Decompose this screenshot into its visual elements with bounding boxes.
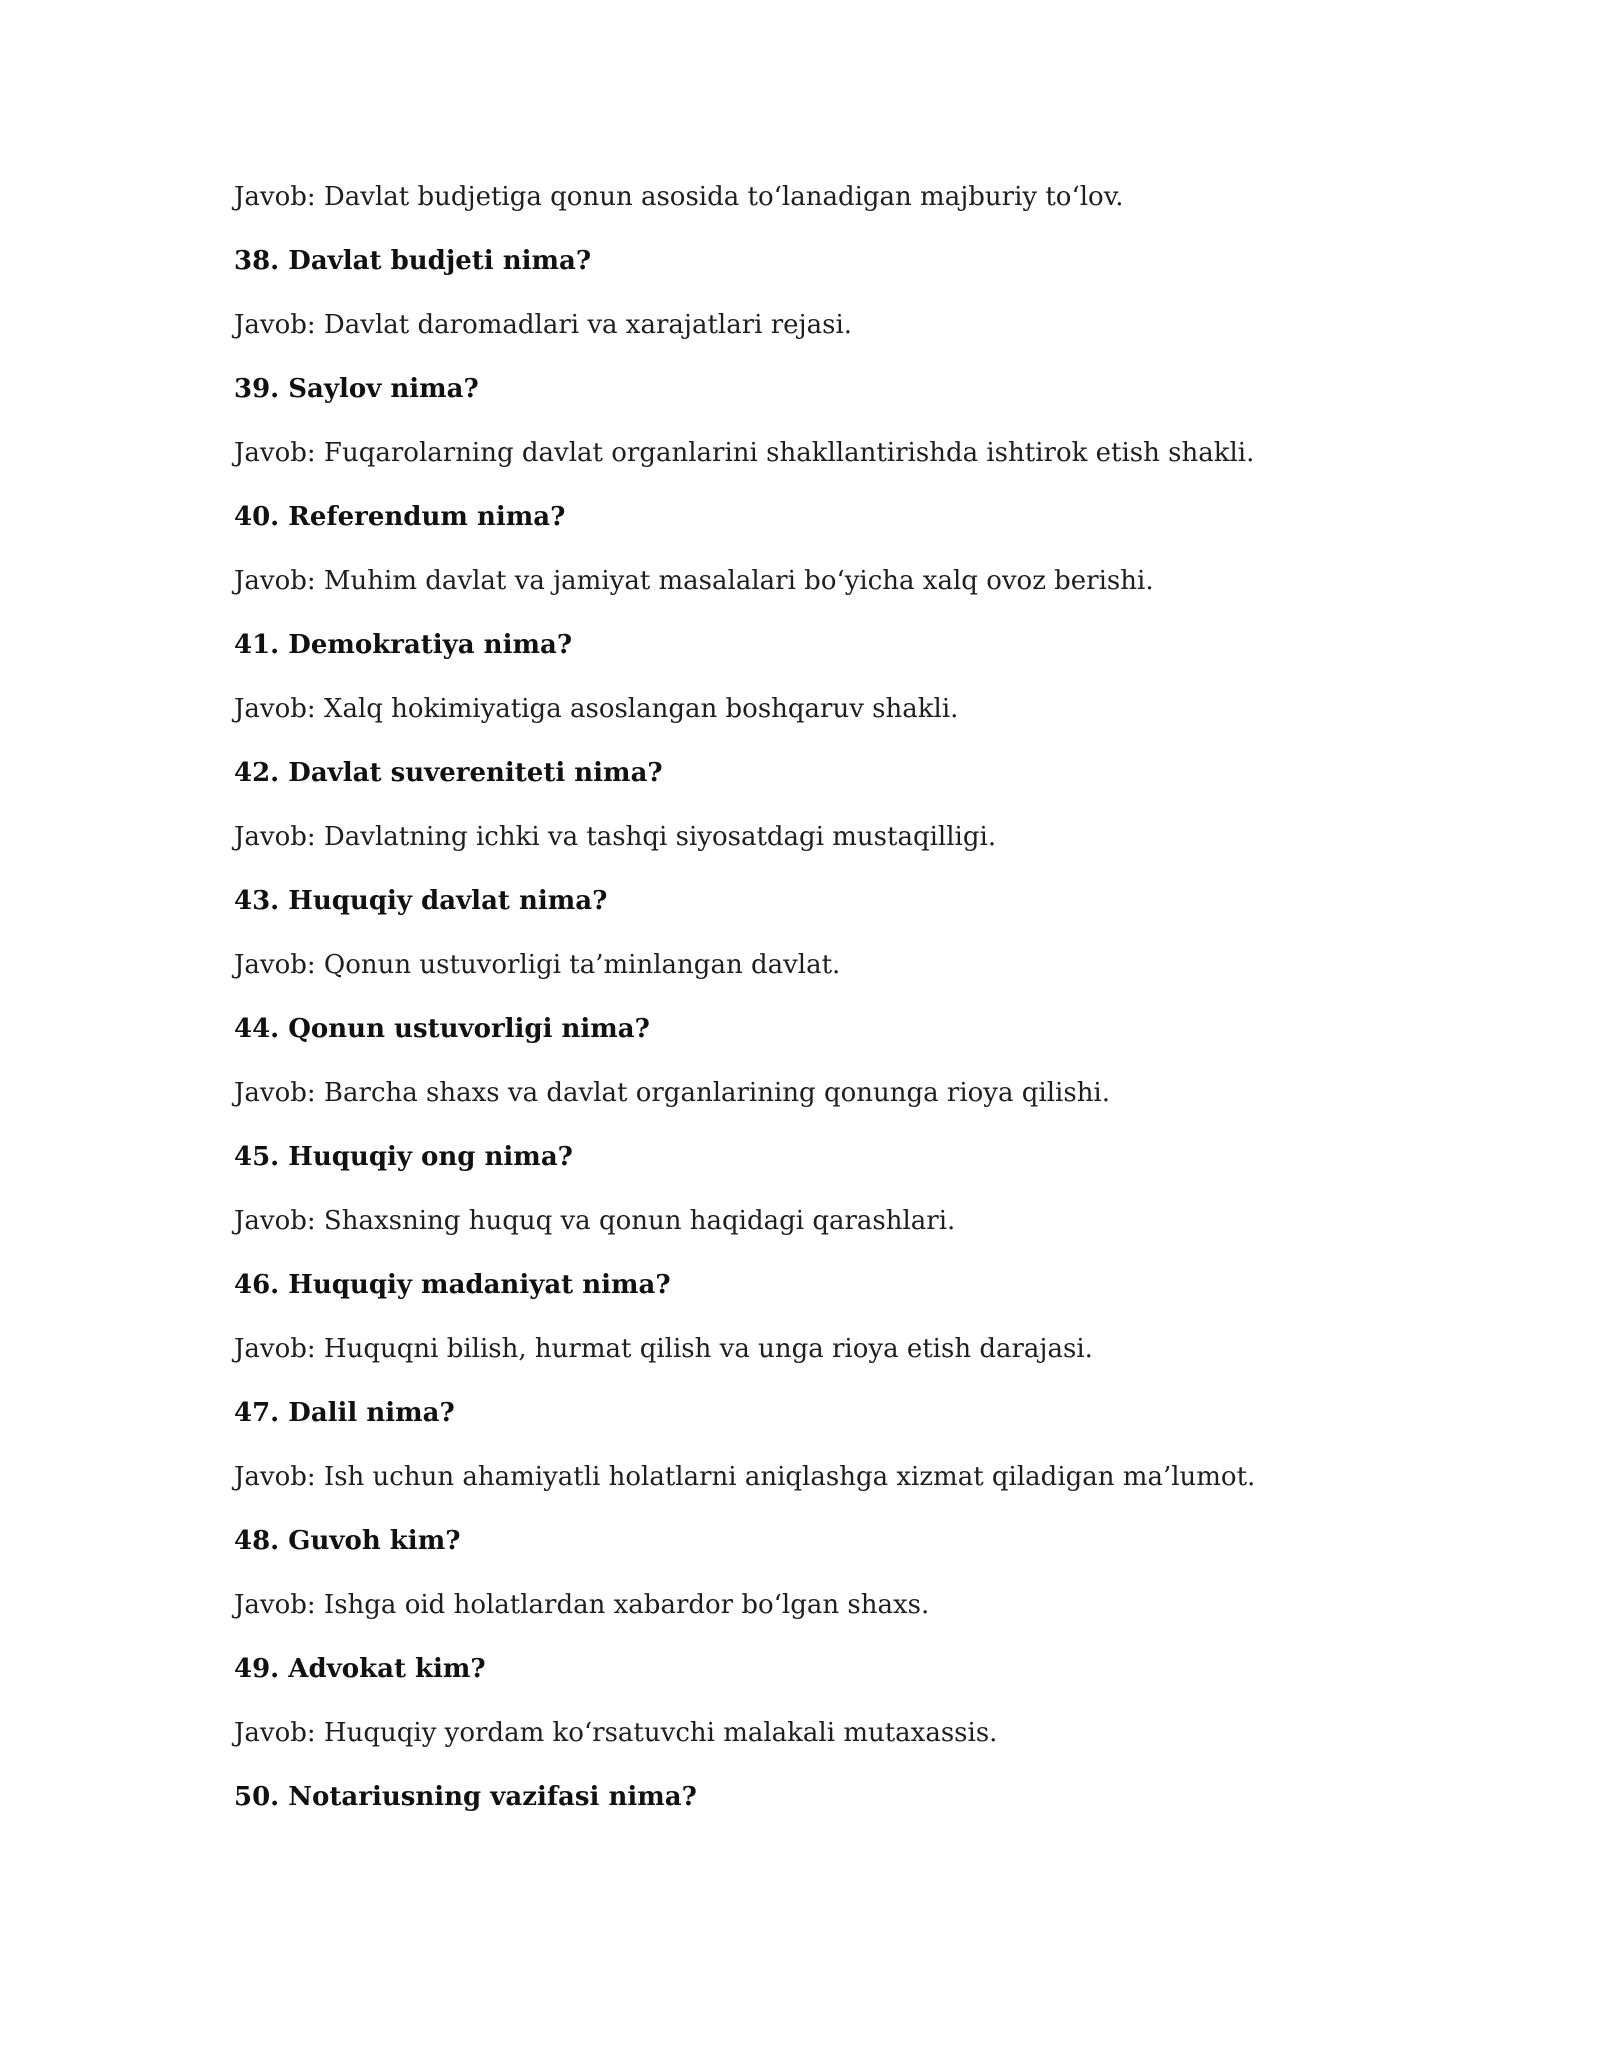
question-heading: 42. Davlat suvereniteti nima? [234, 758, 663, 788]
answer-text: Javob: Qonun ustuvorligi ta’minlangan davlat. [234, 950, 841, 980]
answer-text: Javob: Fuqarolarning davlat organlarini shakllantirishda ishtirok etish shakli. [234, 438, 1255, 468]
question-heading: 46. Huquqiy madaniyat nima? [234, 1270, 671, 1300]
answer-text: Javob: Ishga oid holatlardan xabardor bo‘lgan shaxs. [234, 1590, 930, 1620]
qa-list [234, 180, 1434, 1844]
answer-text: Javob: Barcha shaxs va davlat organlarining qonunga rioya qilishi. [234, 1078, 1111, 1108]
answer-text: Javob: Ish uchun ahamiyatli holatlarni aniqlashga xizmat qiladigan ma’lumot. [234, 1462, 1256, 1492]
question-heading: 41. Demokratiya nima? [234, 630, 573, 660]
question-heading: 45. Huquqiy ong nima? [234, 1142, 573, 1172]
question-heading: 43. Huquqiy davlat nima? [234, 886, 608, 916]
question-heading: 44. Qonun ustuvorligi nima? [234, 1014, 650, 1044]
question-heading: 50. Notariusning vazifasi nima? [234, 1782, 697, 1812]
question-heading: 38. Davlat budjeti nima? [234, 246, 592, 276]
question-heading: 48. Guvoh kim? [234, 1526, 461, 1556]
answer-text: Javob: Davlatning ichki va tashqi siyosatdagi mustaqilligi. [234, 822, 997, 852]
answer-text: Javob: Davlat budjetiga qonun asosida to‘lanadigan majburiy to‘lov. [234, 182, 1124, 212]
question-heading: 39. Saylov nima? [234, 374, 479, 404]
answer-text: Javob: Xalq hokimiyatiga asoslangan boshqaruv shakli. [234, 694, 959, 724]
answer-text: Javob: Muhim davlat va jamiyat masalalari bo‘yicha xalq ovoz berishi. [234, 566, 1154, 596]
question-heading: 40. Referendum nima? [234, 502, 566, 532]
question-heading: 49. Advokat kim? [234, 1654, 486, 1684]
answer-text: Javob: Shaxsning huquq va qonun haqidagi qarashlari. [234, 1206, 956, 1236]
answer-text: Javob: Huquqni bilish, hurmat qilish va unga rioya etish darajasi. [234, 1334, 1093, 1364]
question-heading: 47. Dalil nima? [234, 1398, 455, 1428]
answer-text: Javob: Huquqiy yordam ko‘rsatuvchi malakali mutaxassis. [234, 1718, 998, 1748]
answer-text: Javob: Davlat daromadlari va xarajatlari rejasi. [234, 310, 853, 340]
